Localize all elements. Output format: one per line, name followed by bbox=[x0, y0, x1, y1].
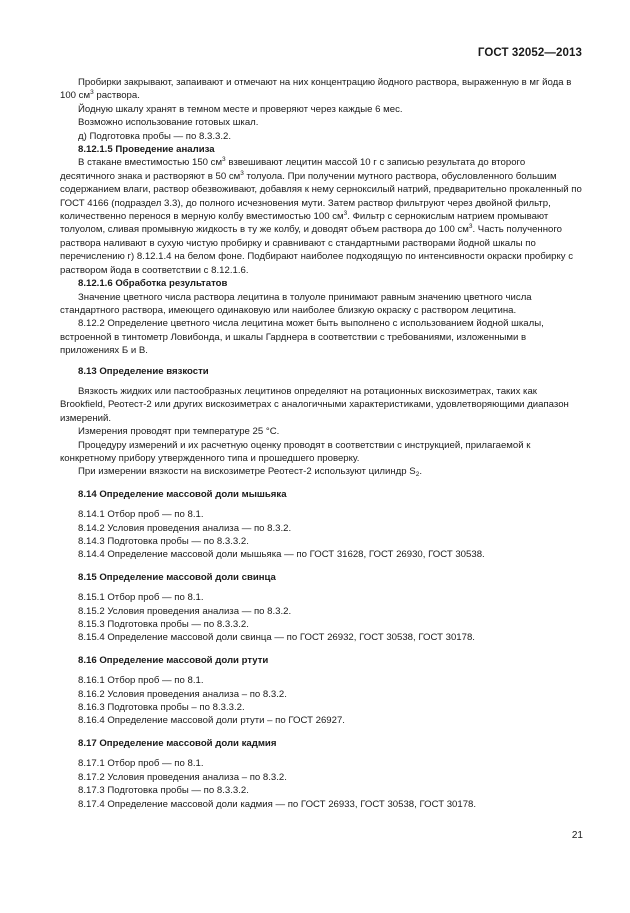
paragraph: Измерения проводят при температуре 25 °С. bbox=[78, 426, 280, 438]
section-heading: 8.14 Определение массовой доли мышьяка bbox=[78, 488, 287, 500]
paragraph bbox=[60, 465, 582, 478]
list-item: 8.14.4 Определение массовой доли мышьяка — по ГОСТ 31628, ГОСТ 26930, ГОСТ 30538. bbox=[78, 549, 485, 561]
text: При измерении вязкости на вискозиметре Реотест-2 используют цилиндр S bbox=[78, 466, 416, 478]
list-item: 8.15.4 Определение массовой доли свинца — по ГОСТ 26932, ГОСТ 30538, ГОСТ 30178. bbox=[78, 632, 475, 644]
subsection-heading: 8.12.1.5 Проведение анализа bbox=[78, 144, 215, 156]
list-item: 8.14.3 Подготовка пробы — по 8.3.3.2. bbox=[78, 536, 249, 547]
list-item: 8.14.2 Условия проведения анализа — по 8.3.2. bbox=[78, 522, 292, 534]
list-item: 8.15.3 Подготовка пробы — по 8.3.3.2. bbox=[78, 619, 249, 631]
superscript: 3 bbox=[468, 223, 473, 231]
subscript: 2 bbox=[415, 471, 420, 479]
list-item: 8.16.1 Отбор проб — по 8.1. bbox=[78, 675, 204, 687]
text: толуола. При получении мутного раствора, обусловленного большим содержанием влаги, раствор обезвоживают, добавляя к нему серноксилый натрий, предварительно прокаленный по ГОСТ 4166 (подраздел 3.3), до полного исчезновения мути. Затем раствор фильтруют через двойной фильтр, количественно перенося в мерную колбу вместимостью 100 см bbox=[60, 170, 582, 223]
text: Пробирки закрывают, запаивают и отмечают на них концентрацию йодного раствора, выраженную в мг йода в 100 см bbox=[60, 77, 572, 102]
paragraph: Процедуру измерений и их расчетную оценку проводят в соответствии с инструкцией, прилагаемой к конкретному прибору утвержденного типа и прошедшего проверку. bbox=[60, 439, 531, 464]
text: . Фильтр с сернокислым натрием промывают толуолом, сливая промывную жидкость в ту же колбу, и доводят объем раствора до 100 см bbox=[60, 211, 549, 236]
section-heading: 8.17 Определение массовой доли кадмия bbox=[78, 737, 277, 749]
paragraph: Возможно использование готовых шкал. bbox=[78, 117, 259, 129]
document-body bbox=[60, 76, 582, 811]
list-item: 8.15.2 Условия проведения анализа — по 8.3.2. bbox=[78, 605, 292, 617]
text: взвешивают лецитин массой 10 г с записью результата до второго десятичного знака и растворяют в 50 см bbox=[60, 157, 526, 182]
subsection-heading: 8.12.1.6 Обработка результатов bbox=[78, 278, 228, 290]
document-header: ГОСТ 32052—2013 bbox=[477, 47, 582, 59]
list-item: 8.17.2 Условия проведения анализа – по 8.3.2. bbox=[78, 771, 287, 783]
superscript: 3 bbox=[222, 156, 226, 164]
list-item: 8.16.3 Подготовка пробы – по 8.3.3.2. bbox=[78, 702, 245, 714]
page-number: 21 bbox=[571, 830, 583, 841]
text: В стакане вместимостью 150 см bbox=[78, 157, 223, 169]
paragraph: 8.12.2 Определение цветного числа лецитина может быть выполнено с использованием йодной шкалы, встроенной в тинтометр Ловибонда, и шкалы Гарднера в соответствии с требованиями, изложенными в приложениях Б и В. bbox=[60, 318, 544, 357]
section-heading: 8.16 Определение массовой доли ртути bbox=[78, 654, 269, 666]
list-item: 8.15.1 Отбор проб — по 8.1. bbox=[78, 592, 204, 604]
superscript: 3 bbox=[90, 89, 94, 97]
text: . bbox=[419, 466, 422, 478]
section-heading: 8.15 Определение массовой доли свинца bbox=[78, 571, 276, 583]
list-item: 8.17.3 Подготовка пробы — по 8.3.3.2. bbox=[78, 785, 249, 797]
list-item: 8.17.4 Определение массовой доли кадмия — по ГОСТ 26933, ГОСТ 30538, ГОСТ 30178. bbox=[78, 798, 477, 810]
list-item: 8.17.1 Отбор проб — по 8.1. bbox=[78, 758, 204, 770]
paragraph bbox=[60, 156, 582, 277]
list-item: 8.16.2 Условия проведения анализа – по 8.3.2. bbox=[78, 688, 287, 700]
superscript: 3 bbox=[343, 210, 348, 218]
paragraph: Значение цветного числа раствора лецитина в толуоле принимают равным значению цветного числа стандартного раствора, имеющего одинаковую или наиболее близкую окраску с раствором лецитина. bbox=[60, 291, 532, 316]
text: . Часть полученного раствора наливают в сухую чистую пробирку и сравнивают с стандартными растворами йодной шкалы по перечислению г) 8.12.1.4 на белом фоне. Подбирают наиболее подходящую по интенсивности окраски пробирку с раствором йода в соответствии с 8.12.1.6. bbox=[60, 224, 574, 276]
paragraph: Вязкость жидких или пастообразных лецитинов определяют на ротационных вискозиметрах, таких как Brookfield, Реотест-2 или других вискозиметрах с аналогичными характеристиками, удовлетворяющими диапазон измерений. bbox=[60, 385, 569, 424]
paragraph: д) Подготовка пробы — по 8.3.3.2. bbox=[78, 130, 231, 142]
list-item: 8.14.1 Отбор проб — по 8.1. bbox=[78, 509, 204, 521]
superscript: 3 bbox=[240, 169, 244, 177]
paragraph: Йодную шкалу хранят в темном месте и проверяют через каждые 6 мес. bbox=[78, 103, 403, 115]
paragraph bbox=[60, 76, 582, 103]
list-item: 8.16.4 Определение массовой доли ртути – по ГОСТ 26927. bbox=[78, 715, 345, 727]
section-heading: 8.13 Определение вязкости bbox=[78, 365, 209, 377]
text: раствора. bbox=[93, 90, 140, 102]
